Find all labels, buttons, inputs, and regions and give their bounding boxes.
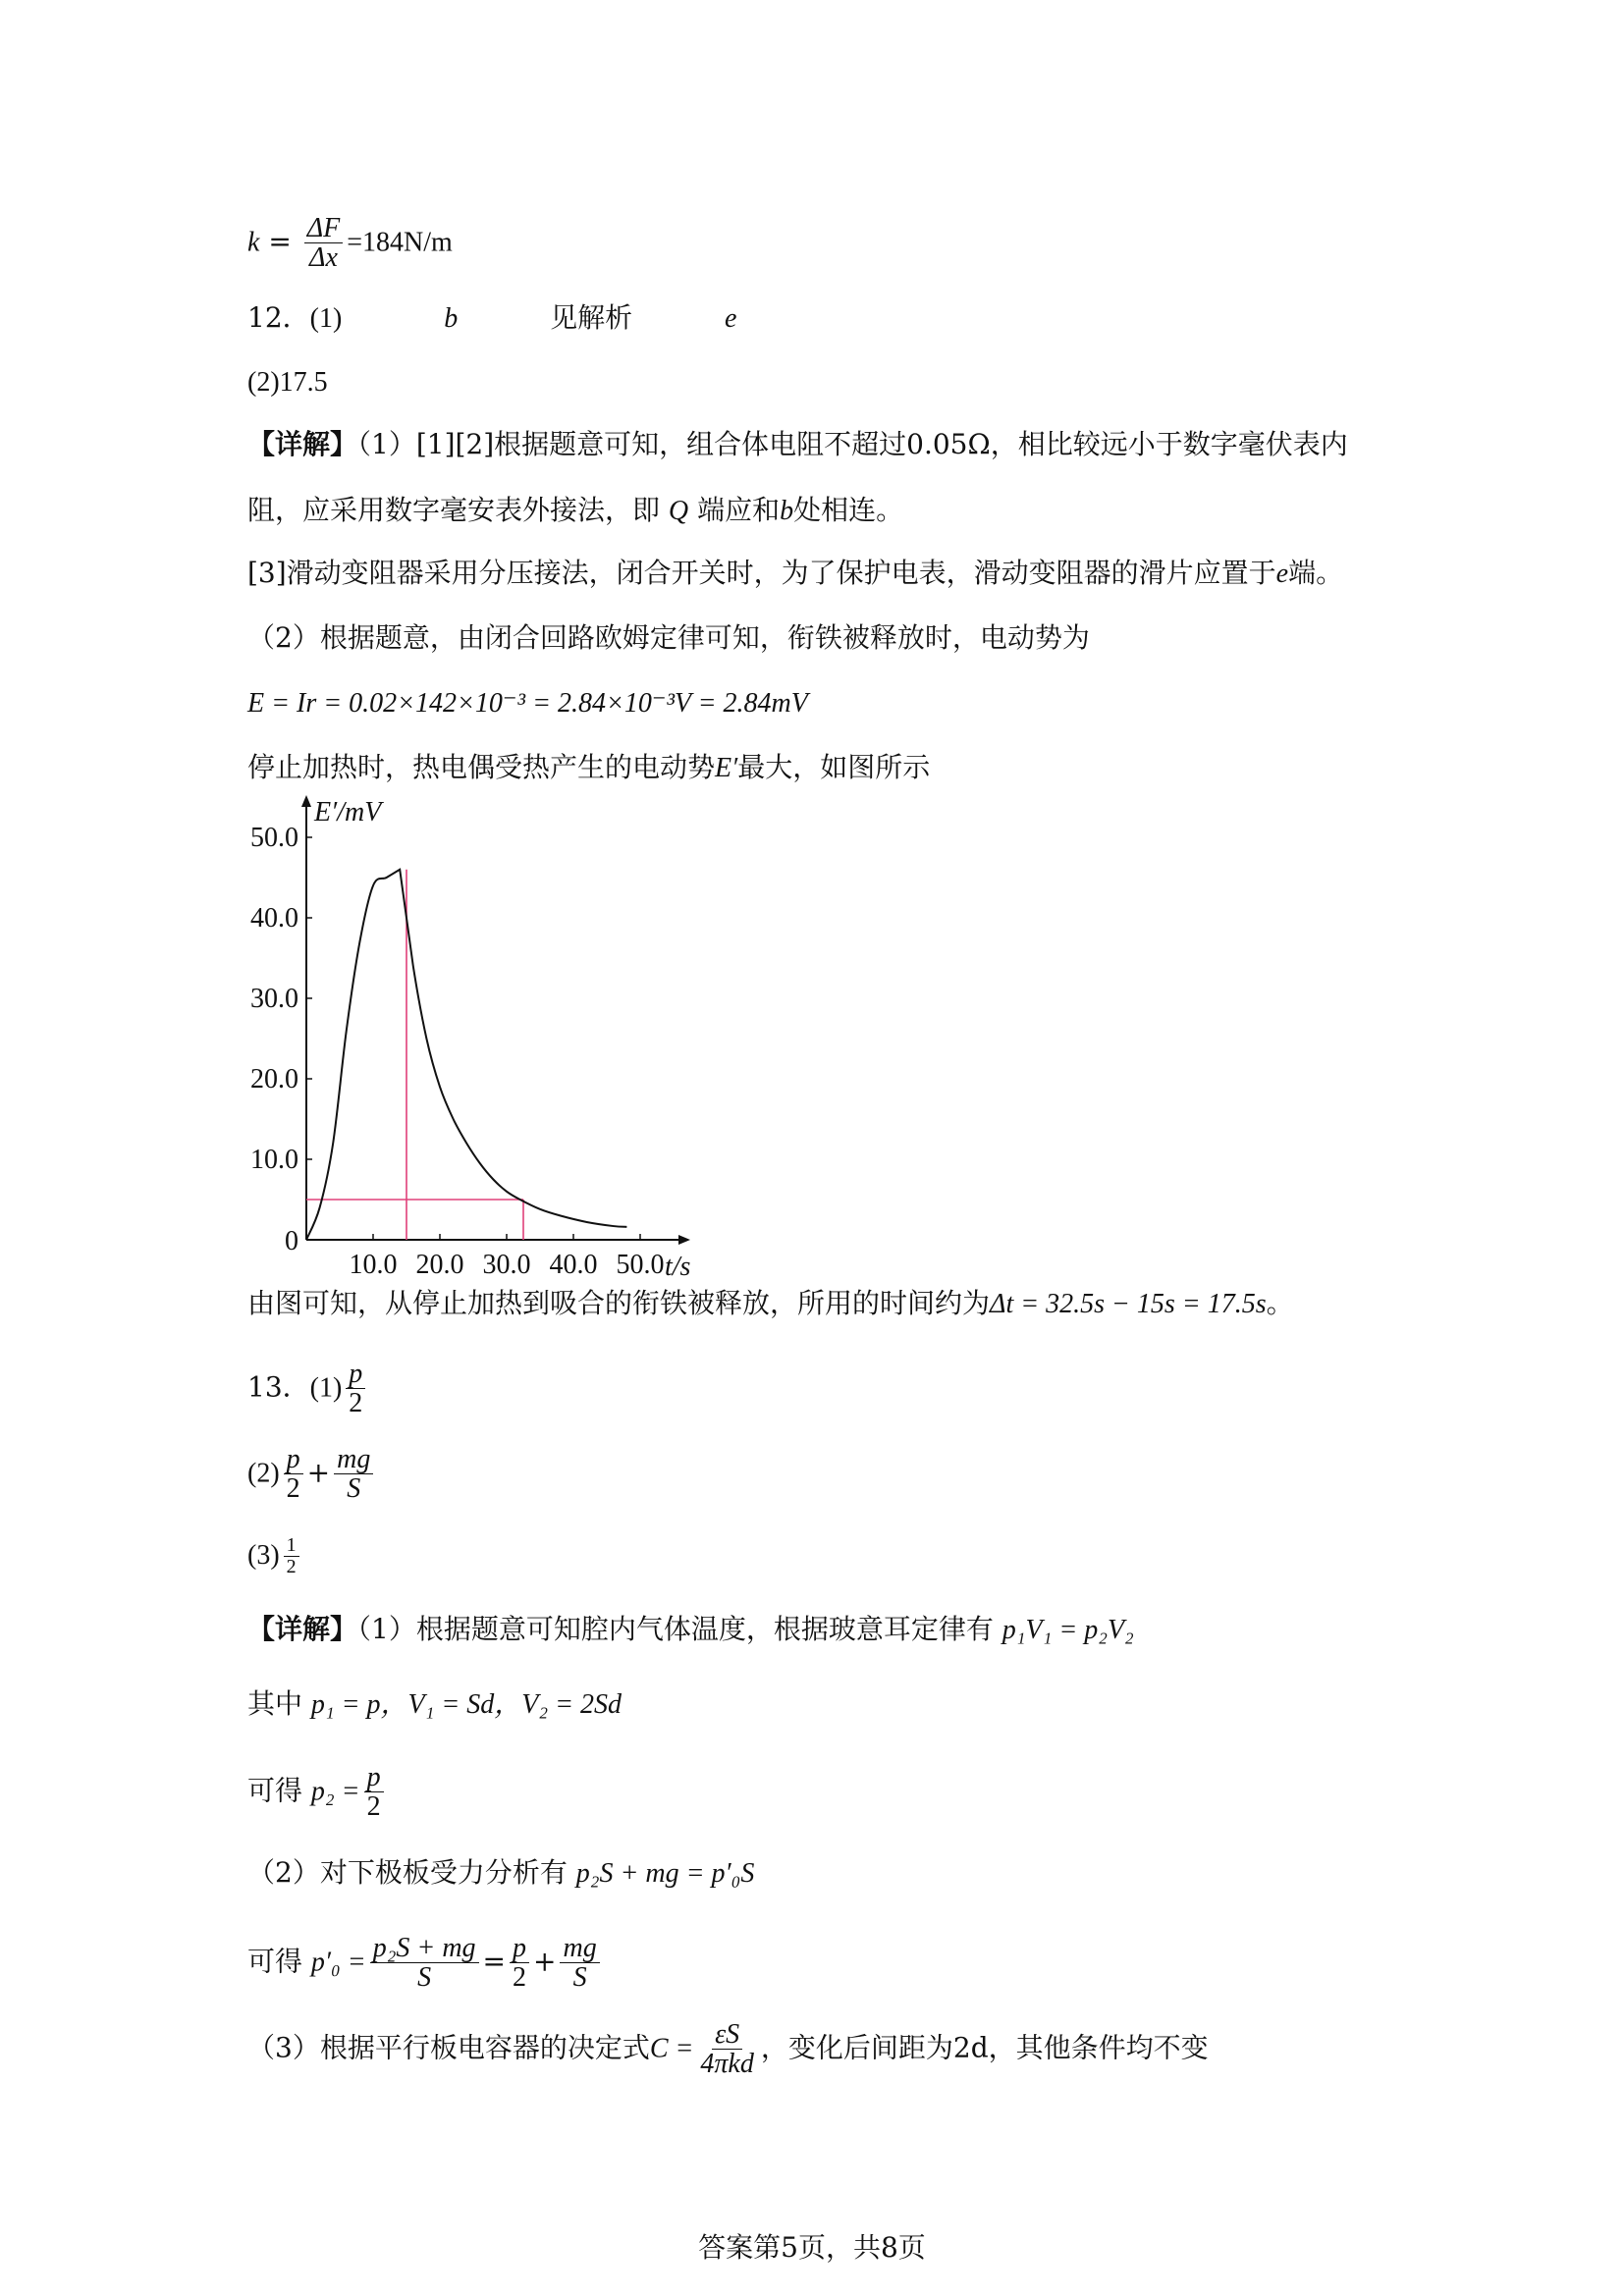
q13-part2-label: (2) [247,1458,280,1489]
q12-detail-line3 [247,554,1343,594]
y-tick-label: 50.0 [250,823,298,853]
q12-conclusion-end: 。 [1266,1287,1294,1319]
q12-answer-b: b [444,303,459,334]
k-value: =184N/m [347,227,453,258]
k-denominator: Δx [309,242,338,274]
q13-get2-frac3 [560,1934,599,1993]
q13-p2-num2: mg [334,1445,373,1474]
q12-answer-line [247,298,736,339]
q13-get-fraction [364,1763,384,1822]
q12-q-symbol: Q [668,496,689,526]
emf-time-chart [247,793,719,1279]
q12-detail-text1: （1）[1][2]根据题意可知，组合体电阻不超过0.05Ω，相比较远小于数字毫伏表内 [357,428,1348,460]
k-numerator: ΔF [304,214,344,243]
q13-part1-answer [247,1360,369,1418]
chart-guide-lines [306,870,523,1240]
q13-p2-den1: 2 [286,1473,300,1505]
q13-part3-answer [247,1535,303,1577]
q13-number: 13． [247,1370,310,1404]
q13-part3-text: （3）根据平行板电容器的决定式 [247,2031,650,2064]
q12-detail-text3a: [3]滑动变阻器采用分压接法，闭合开关时，为了保护电表，滑动变阻器的滑片应置于 [247,557,1276,589]
q13-part1-label: (1) [309,1372,343,1404]
k-fraction [304,214,344,273]
q13-get2-plus: + [533,1945,557,1978]
q12-detail-line4: （2）根据题意，由闭合回路欧姆定律可知，衔铁被释放时，电动势为 [247,621,1090,654]
q13-get-line [247,1763,388,1822]
q13-get2-frac1 [370,1934,479,1993]
q13-get2-num1: p₂S + mg [370,1934,479,1963]
x-axis-arrow [678,1235,690,1245]
q12-detail-text2a: 阻，应采用数字毫安表外接法，即 [247,494,661,526]
q13-p3-den: 2 [286,1556,297,1577]
q13-capacitance-lhs: C = [649,2033,694,2064]
q12-part1-label: (1) [309,303,343,334]
q13-get-den: 2 [366,1791,381,1823]
q13-get-num: p [364,1763,384,1792]
page-footer: 答案第5页，共8页 [698,2231,926,2264]
q13-where-line [247,1684,622,1725]
q13-get2-num2: p [510,1934,529,1963]
q12-detail-text3b: 端。 [1288,557,1344,589]
formula-k: k = $\frac{\Delta F}{\Delta x}$ =184N/m [247,213,453,274]
q13-where-label: 其中 [247,1687,303,1720]
q12-number: 12． [247,301,310,334]
q12-emf-equation: E = Ir = 0.02×142×10⁻³ = 2.84×10⁻³V = 2.84mV [247,688,808,719]
q13-part3-label: (3) [247,1540,280,1571]
y-tick-label: 30.0 [250,984,298,1014]
q12-detail-line6 [247,748,930,788]
q13-part3-rest: ，变化后间距为2d，其他条件均不变 [760,2031,1209,2064]
y-tick-label: 40.0 [250,903,298,934]
q13-p2-frac1 [284,1445,303,1504]
chart-ticks [250,823,665,1279]
q13-boyle-equation: p₁V₁ = p₂V₂ [1001,1615,1134,1645]
q12-detail-text6b: 最大，如图所示 [737,751,931,783]
q13-part1-fraction [346,1360,365,1418]
q13-cap-num: εS [712,2020,742,2050]
x-axis-label: t/s [665,1252,691,1279]
q12-detail-line2 [247,491,903,531]
q13-get2-frac2 [510,1934,529,1993]
q12-detail-tag: 【详解】 [247,428,358,460]
q13-get2-lhs: p′₀ = [310,1947,366,1978]
q12-part2-answer: (2)17.5 [247,367,328,398]
y-axis-arrow [301,795,311,807]
q13-get2-line [247,1934,604,1993]
q13-part2-text: （2）对下极板受力分析有 [247,1856,568,1889]
q13-detail-tag: 【详解】 [247,1613,358,1645]
x-tick-label: 30.0 [482,1250,531,1279]
q13-get2-equals: = [482,1945,507,1978]
y-axis-label: E′/mV [314,797,382,828]
q13-get-lhs: p₂ = [310,1776,360,1807]
q13-p1-num: p [346,1360,365,1389]
q12-emf-symbol: E′ [715,753,738,783]
q12-conclusion-text: 由图可知，从停止加热到吸合的衔铁被释放，所用的时间约为 [247,1287,991,1319]
q13-p3-num: 1 [284,1535,299,1557]
k-symbol: k [247,227,260,258]
x-tick-label: 50.0 [616,1250,665,1279]
q12-conclusion-equation: Δt = 32.5s − 15s = 17.5s [990,1289,1267,1319]
q13-capacitance-fraction [697,2020,756,2079]
y-tick-label: 20.0 [250,1064,298,1095]
q13-p2-plus: + [306,1456,331,1489]
q12-detail-text6a: 停止加热时，热电偶受热产生的电动势 [247,751,716,783]
q12-detail-text2b: 端应和 [697,494,781,526]
q12-e-symbol: e [1275,559,1289,589]
q13-detail-line1 [247,1610,1134,1650]
q13-get2-label: 可得 [247,1945,303,1978]
q13-cap-den: 4πkd [700,2049,754,2080]
q12-answer-e: e [725,303,737,334]
chart-series-curve [306,870,626,1240]
q13-part2-answer [247,1445,377,1504]
q12-conclusion [247,1284,1294,1324]
q13-get2-den2: 2 [513,1962,527,1994]
q13-get2-num3: mg [560,1934,599,1963]
q13-force-equation: p₂S + mg = p′₀S [575,1858,755,1889]
q13-p1-den: 2 [349,1388,363,1419]
q13-p2-frac2 [334,1445,373,1504]
q13-detail-text1: （1）根据题意可知腔内气体温度，根据玻意耳定律有 [357,1613,994,1645]
q12-detail-text2c: 处相连。 [793,494,904,526]
q12-b-symbol: b [780,496,794,526]
origin-label: 0 [285,1226,298,1256]
q13-get-label: 可得 [247,1774,303,1807]
y-tick-label: 10.0 [250,1145,298,1175]
q13-part2-line [247,1853,754,1894]
q13-get2-den3: S [572,1962,587,1994]
q13-part3-line [247,2020,1209,2079]
x-tick-label: 40.0 [549,1250,598,1279]
q13-get2-den1: S [417,1962,432,1994]
q12-answer-text: 见解析 [550,301,633,334]
q13-p3-fraction [284,1535,299,1577]
q13-where-equation: p₁ = p，V₁ = Sd，V₂ = 2Sd [310,1689,623,1720]
x-tick-label: 20.0 [415,1250,464,1279]
x-tick-label: 10.0 [349,1250,398,1279]
q12-detail-line1 [247,425,1348,464]
q13-p2-den2: S [347,1473,361,1505]
q13-p2-num1: p [284,1445,303,1474]
